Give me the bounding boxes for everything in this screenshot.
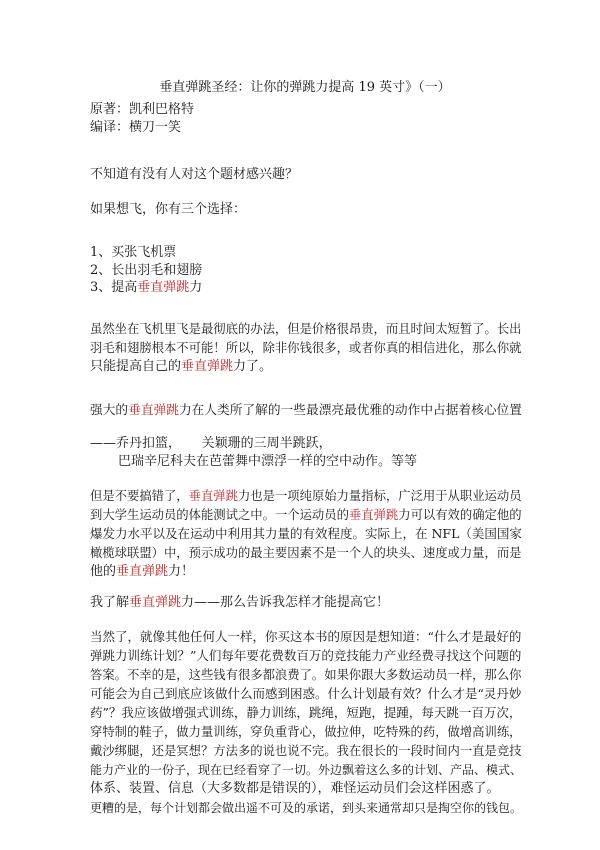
- paragraph-1-line-3: [90, 358, 272, 376]
- paragraph-5-line-3: 答案。不幸的是，这些钱有很多都浪费了。如果你跟大多数运动员一样，那么你: [90, 668, 522, 682]
- text-fragment: 力了。: [233, 359, 273, 374]
- paragraph-5-line-4: 可能会为自己到底应该做什么而感到困惑。什么计划最有效？什么才是“灵丹妙: [90, 686, 522, 701]
- option-3: [90, 279, 202, 297]
- option-2: 2、长出羽毛和翅膀: [90, 263, 203, 278]
- text-fragment: 力在人类所了解的一些最漂亮最优雅的动作中占据着核心位置: [178, 402, 522, 417]
- text-fragment: 力！: [168, 564, 195, 579]
- text-fragment: 但是不要搞错了，: [90, 489, 189, 503]
- highlight-keyword: 垂直弹跳: [348, 508, 399, 522]
- text-fragment: 他的: [90, 564, 117, 579]
- paragraph-6: 更糟的是，每个计划都会做出遥不可及的承诺，到头来通常却只是掏空你的钱包。: [90, 801, 523, 815]
- paragraph-5-line-8: 能力产业的一份子，现在已经看穿了一切。外边飘着这么多的计划、产品、模式、: [90, 763, 523, 777]
- text-fragment: 我了解: [90, 595, 130, 610]
- highlight-keyword: 垂直弹跳: [137, 280, 190, 295]
- text-fragment: 力——那么告诉我怎样才能提高它！: [181, 595, 390, 610]
- paragraph-2: [90, 401, 522, 419]
- text-fragment: 力可以有效的确定他的: [398, 508, 522, 522]
- option-3-prefix: 3、提高: [90, 280, 138, 295]
- highlight-keyword: 垂直弹跳: [181, 359, 234, 374]
- document-title: 垂直弹跳圣经：让你的弹跳力提高 19 英寸》（一）: [159, 80, 451, 95]
- highlight-keyword: 垂直弹跳: [116, 564, 169, 579]
- author-line: 原著：凯利巴格特: [90, 102, 195, 117]
- highlight-keyword: 垂直弹跳: [188, 489, 238, 503]
- paragraph-3-line-1: [90, 487, 522, 505]
- paragraph-1-line-2: 羽毛和翅膀根本不可能！所以，除非你钱很多，或者你真的相信进化，那么你就: [90, 341, 522, 355]
- quote-line-2: 巴瑞辛尼科夫在芭蕾舞中漂浮一样的空中动作。等等: [118, 454, 418, 469]
- paragraph-5-line-1: 当然了，就像其他任何人一样，你买这本书的原因是想知道：“什么才是最好的: [90, 629, 522, 644]
- paragraph-3-line-3: 爆发力水平以及在运动中利用其力量的有效程度。实际上，在 NFL（美国国家: [90, 526, 522, 541]
- choices-intro: 如果想飞，你有三个选择：: [90, 202, 247, 217]
- paragraph-3-line-4: 橄榄球联盟）中，预示成功的最主要因素不是一个人的块头、速度或力量，而是: [90, 546, 522, 560]
- text-fragment: 到大学生运动员的体能测试之中。一个运动员的: [90, 508, 349, 522]
- paragraph-4: [90, 594, 389, 612]
- option-1: 1、买张飞机票: [90, 245, 177, 260]
- paragraph-5-line-5: 药”？我应该做增强式训练，静力训练，跳绳，短跑，提踵，每天跳一百万次，: [90, 705, 522, 720]
- paragraph-5-line-7: 戴沙绑腿，还是冥想？方法多的说也说不完。我在很长的一段时间内一直是竞技: [90, 744, 522, 758]
- paragraph-5-line-6: 穿特制的鞋子，做力量训练，穿负重背心，做拉伸，吃特殊的药，做增高训练，: [90, 725, 522, 739]
- question-line: 不知道有没有人对这个题材感兴趣？: [90, 167, 299, 182]
- highlight-keyword: 垂直弹跳: [129, 595, 182, 610]
- paragraph-3-line-5: [90, 563, 194, 581]
- paragraph-5-line-9: 体系、装置、信息（大多数都是错误的），难怪运动员们会这样困惑了。: [90, 781, 500, 796]
- paragraph-5-line-2: 弹跳力训练计划？”人们每年要花费数百万的竞技能力产业经费寻找这个问题的: [90, 648, 522, 663]
- text-fragment: 力也是一项纯原始力量指标，广泛用于从职业运动员: [237, 489, 522, 503]
- translator-line: 编译：横刀一笑: [90, 120, 182, 135]
- text-fragment: 只能提高自己的: [90, 359, 182, 374]
- paragraph-3-line-2: [90, 506, 522, 524]
- quote-line-1: ——乔丹扣篮， 关颖珊的三周半跳跃，: [90, 436, 332, 451]
- highlight-keyword: 垂直弹跳: [128, 402, 179, 417]
- text-fragment: 强大的: [90, 402, 129, 417]
- paragraph-1-line-1: 虽然坐在飞机里飞是最彻底的办法，但是价格很昂贵，而且时间太短暂了。长出: [90, 322, 522, 336]
- option-3-suffix: 力: [189, 280, 203, 295]
